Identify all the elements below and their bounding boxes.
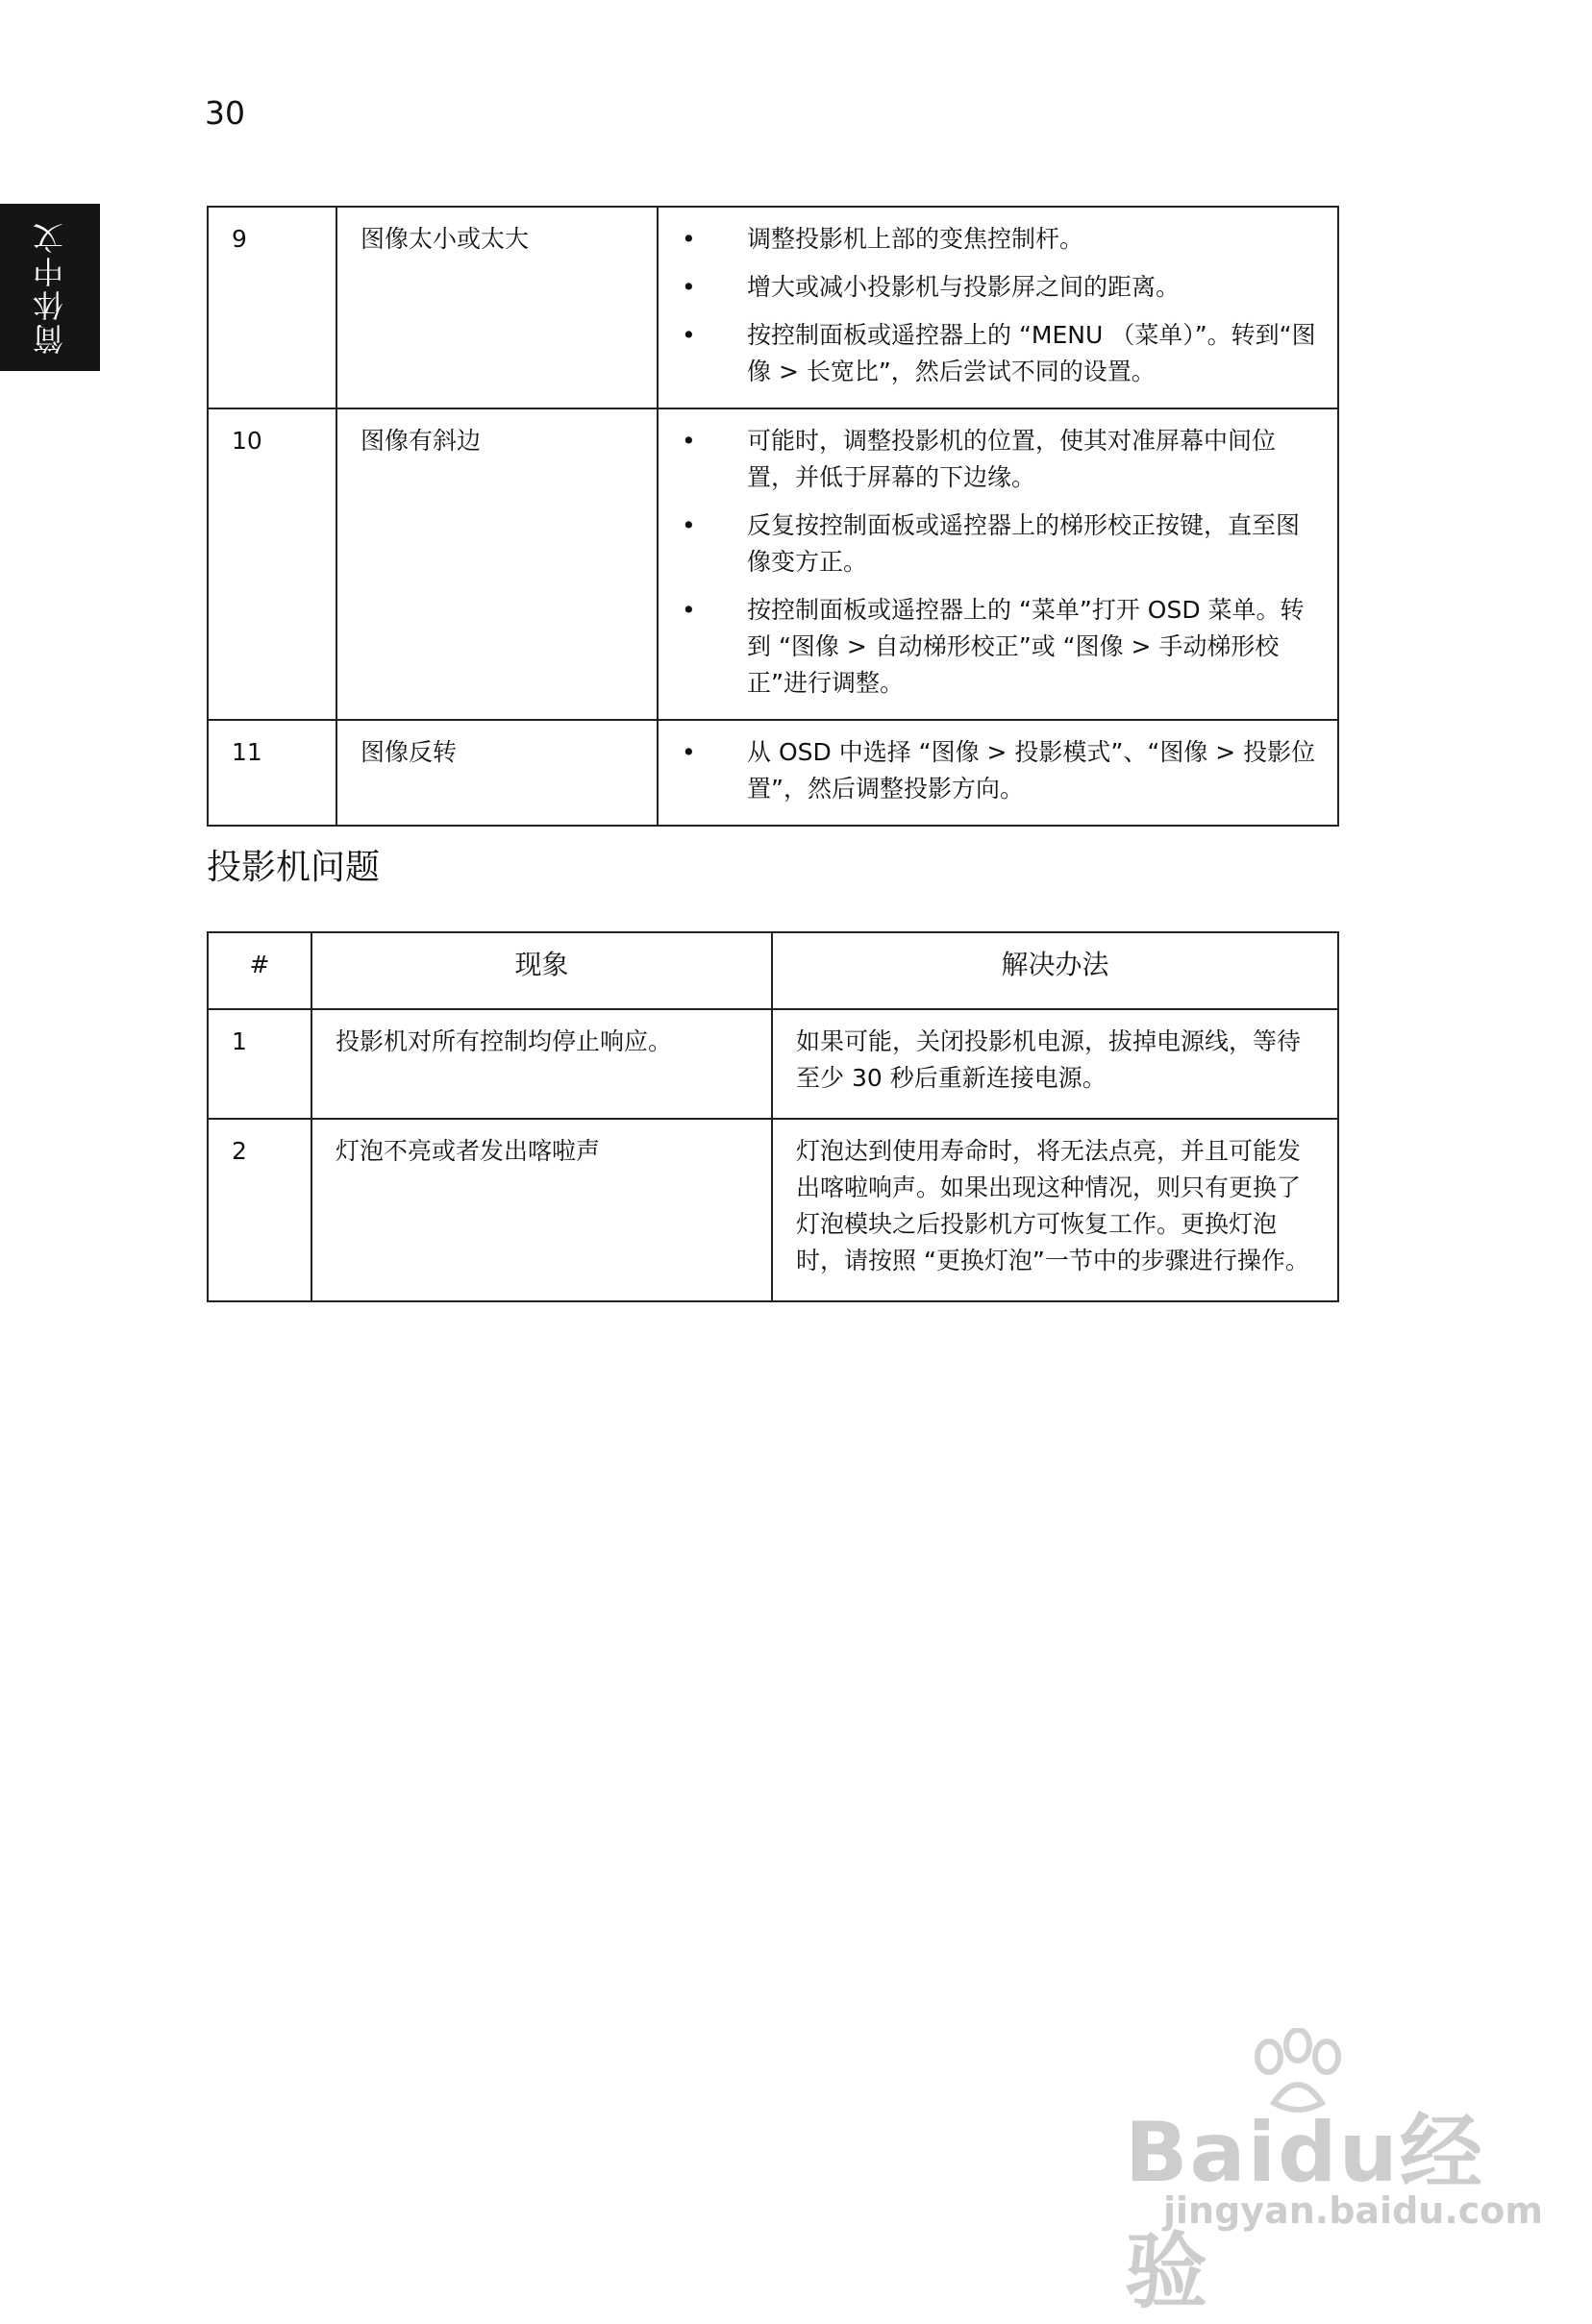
solution-text: 增大或减小投影机与投影屏之间的距离。 (747, 273, 1181, 301)
row-number: 2 (208, 1119, 311, 1301)
solution-text: 按控制面板或遥控器上的 “MENU （菜单）”。转到“图像 > 长宽比”，然后尝试不同的设置。 (747, 321, 1316, 385)
solution-text: 反复按控制面板或遥控器上的梯形校正按键，直至图像变方正。 (747, 511, 1301, 576)
solution-cell (658, 207, 1338, 408)
watermark-url: jingyan.baidu.com (1163, 2189, 1543, 2232)
display-problems-table (207, 206, 1339, 827)
section-heading: 投影机问题 (207, 848, 381, 887)
row-number: 11 (208, 720, 336, 826)
symptom-cell: 灯泡不亮或者发出喀啦声 (311, 1119, 772, 1301)
solution-text: 调整投影机上部的变焦控制杆。 (747, 225, 1084, 253)
list-item (682, 734, 1316, 807)
row-number: 9 (208, 207, 336, 408)
problem-cell: 图像太小或太大 (336, 207, 658, 408)
table-header-row (208, 932, 1338, 1009)
table-row (208, 720, 1338, 826)
column-header-solution: 解决办法 (772, 932, 1338, 1009)
solution-cell (658, 408, 1338, 720)
bullet: • (682, 225, 696, 253)
solution-text: 按控制面板或遥控器上的 “菜单”打开 OSD 菜单。转到 “图像 > 自动梯形校正”或 “图像 > 手动梯形校正”进行调整。 (747, 596, 1305, 697)
solution-cell: 灯泡达到使用寿命时，将无法点亮，并且可能发出喀啦响声。如果出现这种情况，则只有更换了灯泡模块之后投影机方可恢复工作。更换灯泡时，请按照 “更换灯泡”一节中的步骤进行操作。 (772, 1119, 1338, 1301)
column-header-symptom: 现象 (311, 932, 772, 1009)
list-item (682, 221, 1316, 258)
list-item (682, 317, 1316, 390)
table-row (208, 207, 1338, 408)
symptom-cell: 投影机对所有控制均停止响应。 (311, 1009, 772, 1119)
language-tab-label: 简体中文 (32, 220, 68, 355)
solution-cell (658, 720, 1338, 826)
table-row (208, 1119, 1338, 1301)
problem-cell: 图像反转 (336, 720, 658, 826)
language-tab (0, 204, 100, 371)
bullet: • (682, 511, 696, 539)
bullet: • (682, 738, 696, 766)
row-number: 1 (208, 1009, 311, 1119)
watermark-brand: Baidu经验 (1125, 2105, 1484, 2320)
solution-text: 从 OSD 中选择 “图像 > 投影模式”、“图像 > 投影位置”，然后调整投影方向。 (747, 738, 1316, 803)
table-row (208, 408, 1338, 720)
problem-cell: 图像有斜边 (336, 408, 658, 720)
list-item (682, 423, 1316, 496)
baidu-watermark (1115, 2028, 1543, 2320)
column-header-number: # (208, 932, 311, 1009)
list-item (682, 507, 1316, 581)
row-number: 10 (208, 408, 336, 720)
bullet: • (682, 427, 696, 455)
solution-text: 可能时，调整投影机的位置，使其对准屏幕中间位置，并低于屏幕的下边缘。 (747, 427, 1277, 491)
page-number: 30 (205, 94, 245, 132)
list-item (682, 592, 1316, 702)
projector-problems-table (207, 931, 1339, 1302)
bullet: • (682, 321, 696, 349)
bullet: • (682, 596, 696, 624)
bullet: • (682, 273, 696, 301)
table-row (208, 1009, 1338, 1119)
list-item (682, 269, 1316, 306)
solution-cell: 如果可能，关闭投影机电源，拔掉电源线，等待至少 30 秒后重新连接电源。 (772, 1009, 1338, 1119)
